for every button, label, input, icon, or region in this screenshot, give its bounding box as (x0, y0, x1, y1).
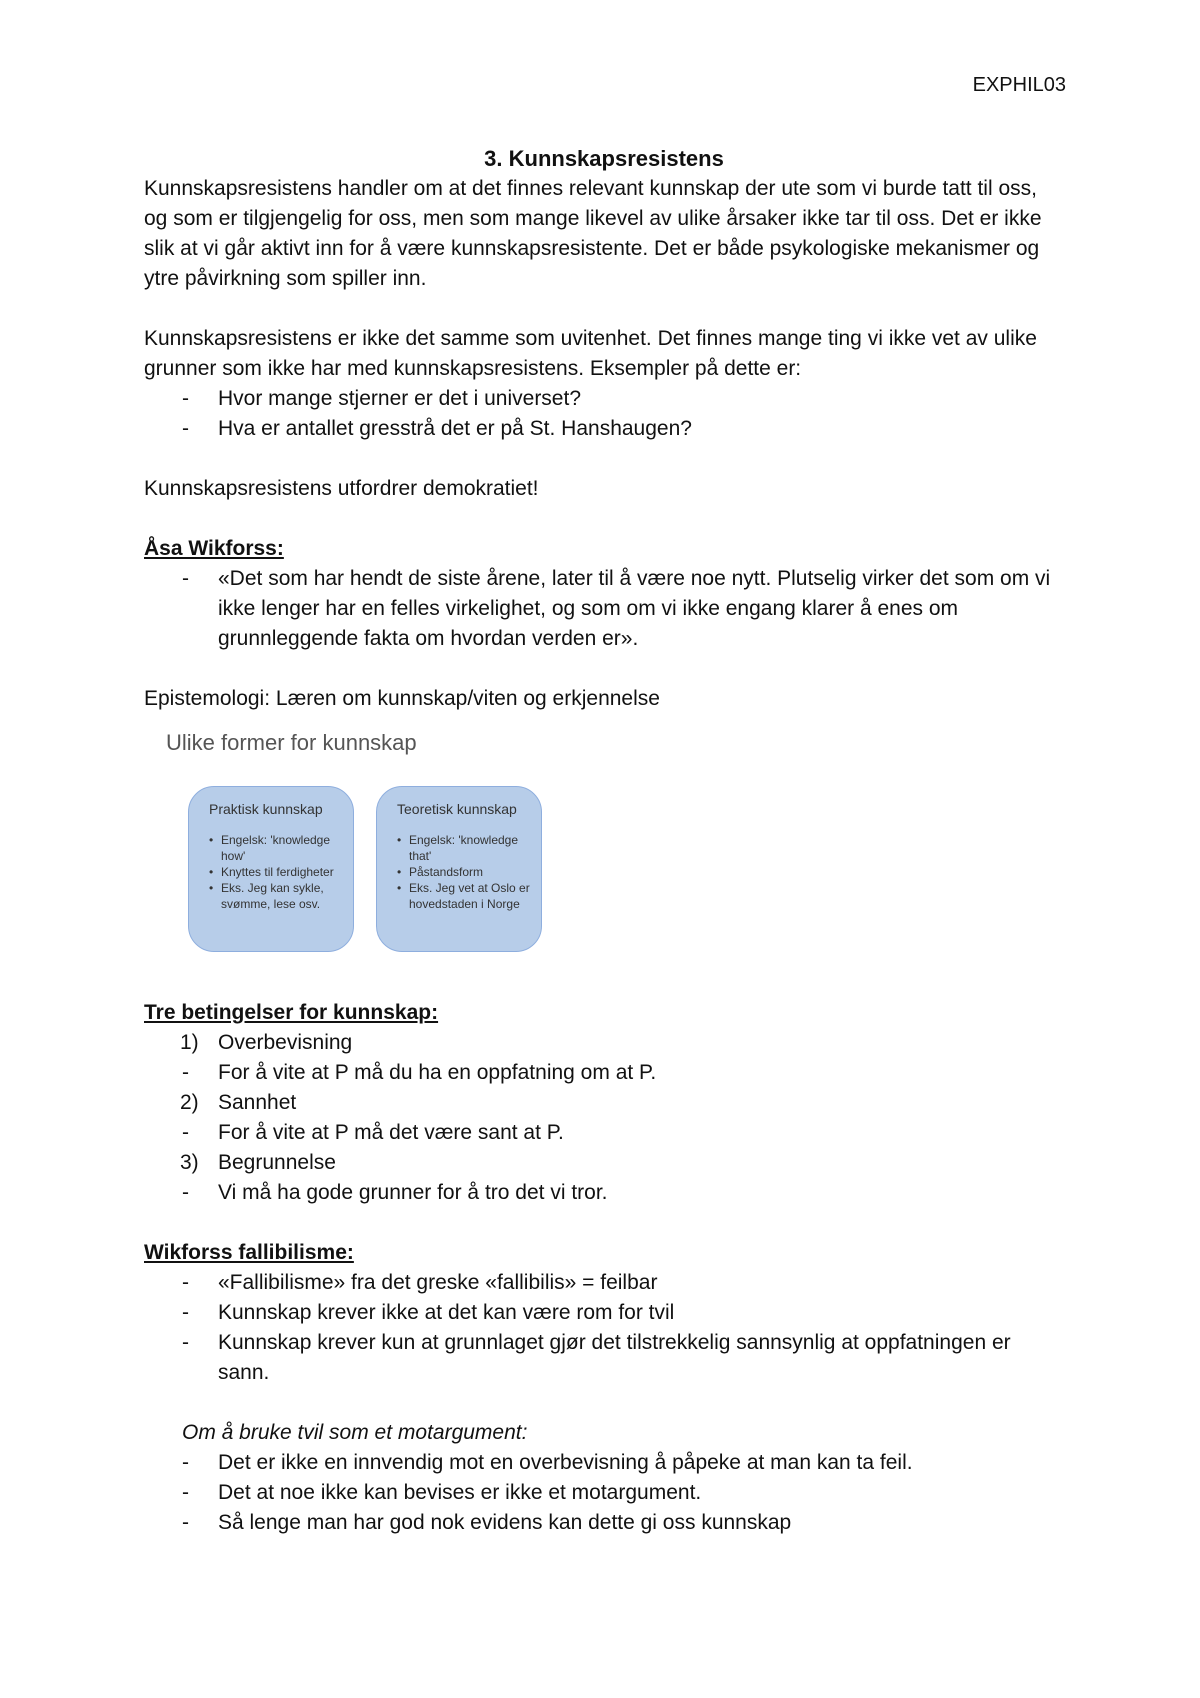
card-title: Teoretisk kunnskap (397, 801, 517, 817)
democracy-paragraph: Kunnskapsresistens utfordrer demokratiet! (144, 477, 539, 500)
ignorance-paragraph: Kunnskapsresistens er ikke det samme som uvitenhet. Det finnes mange ting vi ikke vet av ulike grunner som ikke har med kunnskapsresistens. Eksempler på dette er: (144, 327, 1037, 380)
practical-knowledge-card (188, 786, 354, 952)
dash-marker: - (182, 1511, 189, 1534)
list-item: 1) Overbevisning (180, 1031, 353, 1054)
theoretical-knowledge-card (376, 786, 542, 952)
doubt-list (144, 1448, 1064, 1538)
list-item: - «Fallibilisme» fra det greske «fallibilis» = feilbar (144, 1268, 1064, 1298)
conditions-heading: Tre betingelser for kunnskap: (144, 1001, 439, 1024)
dash-marker: - (182, 1451, 189, 1474)
list-item: 3) Begrunnelse (180, 1151, 336, 1174)
dash-marker: - (182, 387, 189, 410)
list-item: - For å vite at P må det være sant at P. (144, 1118, 1064, 1148)
epistemology-paragraph: Epistemologi: Læren om kunnskap/viten og erkjennelse (144, 687, 660, 710)
card-bullets (397, 832, 531, 912)
knowledge-forms-figure (166, 728, 586, 968)
document-body (144, 144, 1064, 1538)
card-bullet: • Knyttes til ferdigheter (209, 864, 343, 880)
list-item: - Kunnskap krever ikke at det kan være rom for tvil (144, 1298, 1064, 1328)
intro-paragraph: Kunnskapsresistens handler om at det finnes relevant kunnskap der ute som vi burde tatt til oss, og som er tilgjengelig for oss, men som mange likevel av ulike årsaker ikke tar til oss. Det er ikke slik at vi går aktivt inn for å være kunnskapsresistente. Det er både psykologiske mekanismer og ytre påvirkning som spiller inn. (144, 177, 1042, 290)
fallibilism-heading: Wikforss fallibilisme: (144, 1241, 354, 1264)
list-item: - «Det som har hendt de siste årene, later til å være noe nytt. Plutselig virker det som om vi ikke lenger har en felles virkelighet, og som om vi ikke engang klarer å enes om grunnleggende fakta om hvordan verden er». (144, 564, 1064, 654)
doubt-subheading: Om å bruke tvil som et motargument: (182, 1421, 528, 1444)
list-item: - Så lenge man har god nok evidens kan dette gi oss kunnskap (144, 1508, 1064, 1538)
dash-marker: - (182, 1331, 189, 1354)
card-bullet: • Eks. Jeg vet at Oslo er hovedstaden i Norge (397, 880, 531, 912)
dash-marker: - (182, 1061, 189, 1084)
list-item: - For å vite at P må du ha en oppfatning om at P. (144, 1058, 1064, 1088)
dash-marker: - (182, 417, 189, 440)
examples-list (144, 384, 1064, 444)
dash-marker: - (182, 1271, 189, 1294)
dash-marker: - (182, 567, 189, 590)
list-item: 2) Sannhet (180, 1091, 297, 1114)
card-bullet: • Engelsk: 'knowledge how' (209, 832, 343, 864)
list-item: - Det er ikke en innvendig mot en overbevisning å påpeke at man kan ta feil. (144, 1448, 1064, 1478)
card-bullet: • Eks. Jeg kan sykle, svømme, lese osv. (209, 880, 343, 912)
course-code: EXPHIL03 (972, 74, 1066, 96)
card-title: Praktisk kunnskap (209, 801, 323, 817)
list-item: - Vi må ha gode grunner for å tro det vi tror. (144, 1178, 1064, 1208)
conditions-list (144, 1028, 1064, 1058)
list-item: - Kunnskap krever kun at grunnlaget gjør det tilstrekkelig sannsynlig at oppfatningen er sann. (144, 1328, 1064, 1388)
dash-marker: - (182, 1121, 189, 1144)
page-title: 3. Kunnskapsresistens (484, 146, 724, 171)
dash-marker: - (182, 1301, 189, 1324)
card-bullet: • Påstandsform (397, 864, 531, 880)
dash-marker: - (182, 1481, 189, 1504)
list-item: - Hvor mange stjerner er det i universet? (144, 384, 1064, 414)
list-item: - Hva er antallet gresstrå det er på St. Hanshaugen? (144, 414, 1064, 444)
wikforss-heading: Åsa Wikforss: (144, 537, 284, 560)
figure-title: Ulike former for kunnskap (166, 730, 417, 755)
dash-marker: - (182, 1181, 189, 1204)
wikforss-quote-list (144, 564, 1064, 654)
card-bullet: • Engelsk: 'knowledge that' (397, 832, 531, 864)
list-item: - Det at noe ikke kan bevises er ikke et motargument. (144, 1478, 1064, 1508)
fallibilism-list (144, 1268, 1064, 1388)
card-bullets (209, 832, 343, 912)
